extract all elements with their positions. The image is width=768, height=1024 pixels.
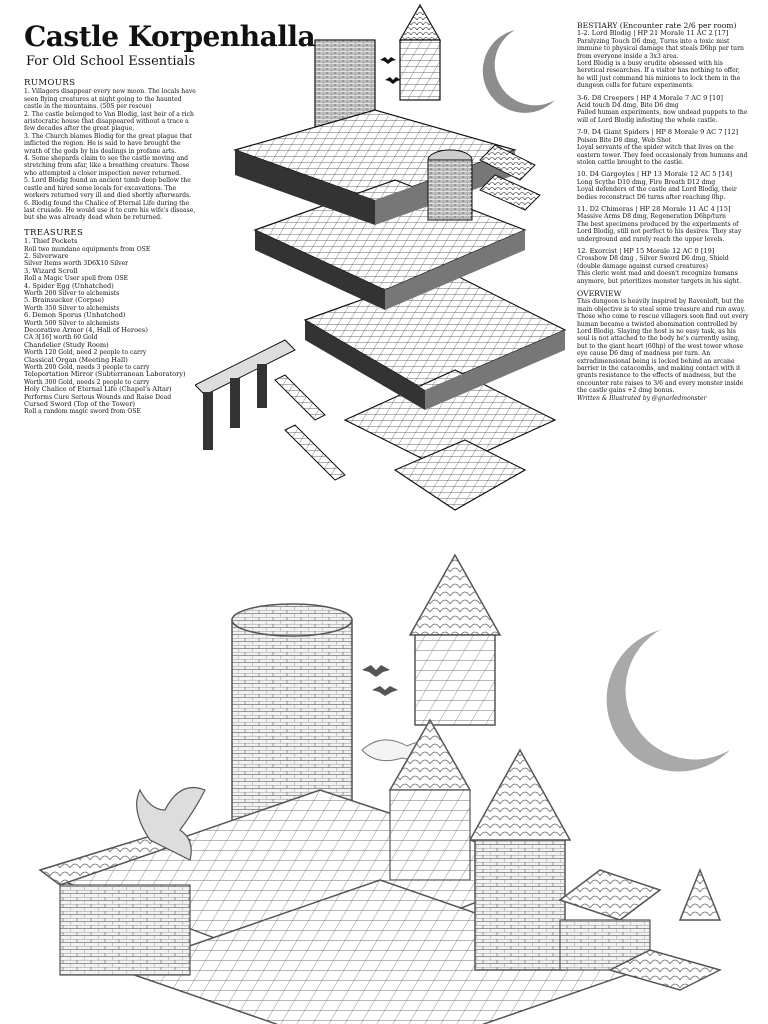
treasures-heading: TREASURES (24, 227, 84, 238)
treasure-name: Cursed Sword (Top of the Tower) (24, 400, 135, 409)
rumour-item: 6. Blodig found the Chalice of Eternal Life during the last crusade. He would use it to cure his wife's disease, but she was already dead when he returned. (24, 199, 196, 222)
treasure-name: Chandelier (Study Room) (24, 340, 109, 349)
overview-text: This dungeon is heavily inspired by Ravenloft, but the main objective is to steal some treasure and run away. Those who come to rescue villagers soon find out every human became a twisted abomination controlled by Lord Blodig. Slaying the host is no easy task, as his soul is not attached to the body he's currently using, but to the giant heart (60hp) of the west tower whose eye cause D6 dmg of madness per turn. An extradimensional being is locked behind an arcane barrier in the catacombs, and making contact with it grants resistance to the effects of madness, but the encounter rate raises to 3/6 and every monster inside the castle gains +2 dmg bonus. (577, 298, 749, 395)
treasure-desc: Worth 350 Silver to alchemists (24, 304, 120, 312)
treasure-name: 1. Thief Pockets (24, 237, 78, 246)
monster-entry (577, 30, 749, 89)
monster-text: Paralyzing Touch D6 dmg, Turns into a toxic mist immune to physical damage that steals D6hp per turn from everyone inside a 3x3 area. (577, 37, 744, 60)
page-subtitle: For Old School Essentials (26, 54, 196, 69)
spire-roof (410, 555, 500, 635)
rumour-item: 3. The Church blames Blodig for the great plague that inflicted the region. He is said to have brought the wrath of the gods by his dealings in profane arts. (24, 132, 193, 155)
rumour-item: 2. The castle belonged to Van Blodig, last heir of a rich aristocratic house that disappeared without a trace a few decades after the great plague. (24, 110, 194, 133)
treasure-desc: Roll a random magic sword from OSE (24, 408, 141, 416)
rumours-list (24, 88, 198, 221)
treasure-desc: Worth 120 Gold, need 2 people to carry (24, 349, 147, 357)
right-column (577, 22, 749, 402)
treasure-desc: Worth 200 Gold, needs 3 people to carry (24, 364, 150, 372)
bat-icon (372, 686, 398, 696)
monster-entry (577, 95, 749, 125)
treasure-name: Classical Organ (Meeting Hall) (24, 355, 128, 364)
treasure-desc: CA 3[16] worth 60 Gold (24, 334, 98, 342)
treasure-name: 4. Spider Egg (Unhatched) (24, 281, 114, 290)
bat-icon (362, 665, 390, 677)
monster-entry (577, 171, 749, 201)
monster-text: Massive Arms D8 dmg, Regeneration D6hp/turn (577, 213, 726, 221)
treasure-desc: Worth 500 Silver to alchemists (24, 319, 120, 327)
treasure-desc: Worth 200 Silver to alchemists (24, 289, 120, 297)
rumours-heading: RUMOURS (24, 78, 76, 88)
spire-tower (400, 40, 440, 100)
bat-icon (385, 77, 401, 84)
overview-heading: OVERVIEW (577, 289, 622, 298)
monster-entry (577, 129, 749, 166)
spire-roof (400, 5, 440, 40)
treasure-name: 3. Wizard Scroll (24, 266, 78, 275)
monster-text: Failed human experiments, now undead puppets to the will of Lord Blodig infesting the whole castle. (577, 109, 748, 124)
monster-text: Loyal defenders of the castle and Lord Blodig, their bodies reconstruct D6 turns after reaching 0hp. (577, 186, 737, 201)
monster-text: Crossbow D8 dmg , Silver Sword D6 dmg, Shield (double damage against cursed creatures) (577, 255, 729, 270)
monster-text: This cleric went mad and doesn't recognize humans anymore, but prioritizes monster targets in his sight. (577, 270, 742, 285)
monster-name: 10. D4 Gargoyles | HP 13 Morale 12 AC 5 [14] (577, 170, 733, 179)
treasure-desc: Worth 300 Gold, needs 2 people to carry (24, 378, 150, 386)
treasure-desc: Performs Cure Serious Wounds and Raise Dead (24, 393, 172, 401)
east-house-roof (560, 870, 660, 920)
crescent-moon (607, 630, 730, 772)
monster-text: Long Scythe D10 dmg, Fire Breath D12 dmg (577, 178, 716, 186)
rumour-item: 1. Villagers disappear every new moon. The locals have seen flying creatures at night going to the haunted castle in the mountains. (50S per rescue) (24, 88, 196, 111)
page-title: Castle Korpenhalla (24, 20, 316, 53)
monster-name: 7-9. D4 Giant Spiders | HP 8 Morale 9 AC 7 [12] (577, 128, 739, 137)
monster-entry (577, 248, 749, 285)
treasure-name: 5. Brainsucker (Corpse) (24, 296, 104, 305)
monster-text: Loyal servants of the spider witch that lives on the eastern tower. They feed occasionaly from humans and stolen cattle brought to the castle. (577, 144, 748, 166)
stone-bridge (195, 340, 295, 450)
monster-name: 1-2. Lord Blodig | HP 21 Morale 11 AC 2 [17] (577, 29, 729, 38)
treasure-name: Teleportation Mirror (Subterranean Laboratory) (24, 370, 186, 379)
monster-text: Lord Blodig is a busy erudite obsessed with his heretical researches. If a visitor has nothing to offer, he will just command his minions to lock them in the dungeon cells for future experiments. (577, 60, 741, 90)
monster-name: 12. Exorcist | HP 15 Morale 12 AC 0 [19] (577, 246, 715, 255)
spire-tower (415, 635, 495, 725)
byline: Written & Illustrated by @gnarledmonster (577, 394, 707, 402)
monster-text: Acid touch D4 dmg, Bite D6 dmg (577, 102, 679, 110)
bat-icon (380, 57, 396, 64)
treasure-name: Decorative Armor (4, Hall of Heroes) (24, 326, 148, 334)
treasure-name: 2. Silverware (24, 251, 69, 260)
monster-text: The best specimens produced by the experiments of Lord Blodig, still not perfect to his desires. They stay underground and rarely reach the upper levels. (577, 220, 742, 243)
flag-roof (680, 870, 720, 920)
monster-text: Poison Bite D8 dmg, Web Shot (577, 136, 672, 144)
round-tower-roof (470, 750, 570, 840)
treasure-desc: Roll two mundane equipments from OSE (24, 245, 151, 253)
treasure-name: 6. Demon Sporus (Unhatched) (24, 311, 126, 320)
rumour-item: 5. Lord Blodig found an ancient tomb deep bellow the castle and hired some locals for excavations. The workers returned very ill and died shortly afterwards. (24, 177, 192, 200)
monster-name: 3-6. D8 Creepers | HP 4 Morale 7 AC 9 [10] (577, 93, 723, 102)
treasures-list (24, 238, 198, 416)
treasure-desc: Silver Items worth 3D6X10 Silver (24, 260, 129, 268)
monster-name: 11. D2 Chimeras | HP 28 Morale 11 AC 4 [15] (577, 204, 731, 213)
castle-closeup-illustration (0, 540, 768, 1024)
castle-map-illustration (195, 0, 585, 540)
treasure-desc: Roll a Magic User spell from OSE (24, 275, 129, 283)
crescent-moon (483, 30, 555, 113)
rumour-item: 4. Some shepards claim to see the castle moving and stretching from afar, like a breathing creature. Those who attempted a closer inspection never returned. (24, 155, 190, 177)
monster-entry (577, 206, 749, 243)
bestiary-heading: BESTIARY (Encounter rate 2/6 per room) (577, 21, 737, 30)
treasure-name: Holy Chalice of Eternal Life (Chapel's Altar) (24, 385, 172, 394)
left-column (24, 78, 198, 416)
